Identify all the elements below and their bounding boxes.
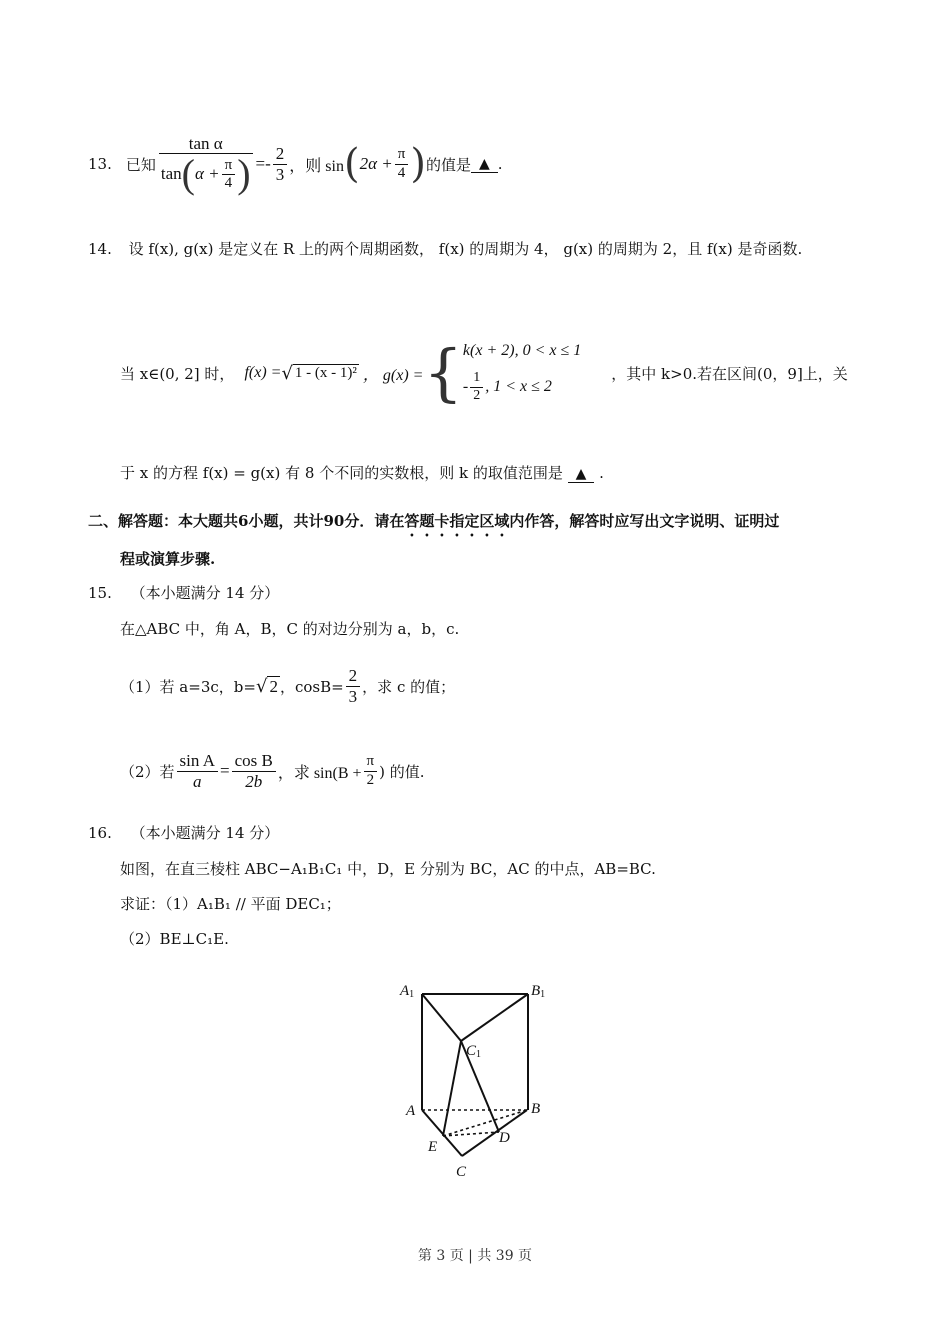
section-heading-text: 二、解答题：本大题共6小题，共计90分．请在 xyxy=(88,512,405,530)
sqrt-sign: √ xyxy=(281,362,293,384)
pi: π xyxy=(222,157,236,175)
fraction-pi-over-4 xyxy=(395,146,409,182)
denominator: 3 xyxy=(275,164,285,184)
equals-minus: =- xyxy=(255,154,271,173)
denominator: 2b xyxy=(245,771,263,791)
numerator: 2 xyxy=(273,144,288,165)
fraction-denominator xyxy=(158,151,254,197)
question-16-part-2 xyxy=(120,928,229,949)
section-2-header xyxy=(88,510,779,540)
case-1: k(x + 2), 0 < x ≤ 1 xyxy=(462,342,582,360)
numerator: cos B xyxy=(232,751,276,772)
answer-blank: ▲ xyxy=(471,156,498,173)
fraction-numerator: tan α xyxy=(159,134,253,155)
part-1-ask: ，求 c 的值； xyxy=(362,677,456,696)
numerator: 1 xyxy=(470,370,483,387)
piecewise-cases xyxy=(463,342,581,403)
question-number: 14. xyxy=(88,240,112,258)
fraction-pi-over-2 xyxy=(364,753,378,789)
case-2 xyxy=(463,370,581,403)
question-text: 已知 xyxy=(125,155,156,174)
two-alpha-plus: 2α + xyxy=(359,154,393,173)
equals: = xyxy=(219,761,230,780)
minus: - xyxy=(462,378,469,395)
cos-b: ，cosB= xyxy=(279,677,344,696)
question-number: 16. xyxy=(88,824,112,842)
question-number: 13. xyxy=(88,155,112,173)
question-15-part-2 xyxy=(120,744,425,798)
fraction-tan-ratio xyxy=(158,134,254,195)
fraction-pi-over-4 xyxy=(222,157,236,193)
question-14-line2 xyxy=(120,330,848,416)
part-2-text: （2）若 xyxy=(120,762,175,781)
label-C1: C1 xyxy=(466,1043,482,1060)
question-15-header xyxy=(88,582,279,603)
condition-suffix: ，其中 k>0.若在区间(0，9]上，关 xyxy=(611,364,848,383)
label-A: A xyxy=(406,1103,416,1119)
question-14-line3 xyxy=(120,462,604,483)
alpha-plus: α + xyxy=(194,164,220,184)
right-paren: ) xyxy=(410,141,426,187)
value-is: 的值是 xyxy=(425,155,471,174)
question-16-header xyxy=(88,822,279,843)
part-1-text: 求证：（1）A₁B₁ // 平面 DEC₁； xyxy=(120,895,341,913)
denominator: 3 xyxy=(348,686,358,706)
part-2-text: （2）BE⊥C₁E. xyxy=(120,930,229,948)
answer-blank: ▲ xyxy=(568,466,595,483)
part-1-text: （1）若 a=3c，b= xyxy=(120,677,256,696)
question-13 xyxy=(88,124,503,204)
emphasized-text: 答题卡指定区域 xyxy=(404,512,510,530)
question-number: 15. xyxy=(88,584,112,602)
then-sin: ，则 sin xyxy=(289,157,344,175)
label-B1: B1 xyxy=(531,983,546,1000)
sqrt-body: 2 xyxy=(269,676,278,696)
numerator: sin A xyxy=(177,751,218,772)
section-heading-text-cont: 内作答，解答时应写出文字说明、证明过 xyxy=(509,512,780,530)
prism-figure xyxy=(380,970,580,1190)
label-B: B xyxy=(531,1101,541,1117)
case-2-condition: , 1 < x ≤ 2 xyxy=(485,378,552,395)
denominator: a xyxy=(193,771,202,791)
numerator: 2 xyxy=(346,666,361,687)
period: . xyxy=(599,464,604,482)
sqrt-body: 1 - (x - 1)² xyxy=(294,365,357,381)
question-text: 在△ABC 中，角 A，B，C 的对边分别为 a，b，c. xyxy=(120,620,460,638)
fraction-2-3 xyxy=(273,144,288,184)
f-definition: f(x) = xyxy=(244,364,282,381)
left-paren: ( xyxy=(181,151,195,197)
pi: π xyxy=(395,146,409,164)
right-paren: ) xyxy=(237,151,251,197)
two: 2 xyxy=(366,771,375,788)
fraction-2-3 xyxy=(346,666,361,706)
sin-expression: ，求 sin(B + xyxy=(277,764,362,782)
question-score: （本小题满分 14 分） xyxy=(130,584,280,602)
label-D: D xyxy=(499,1130,510,1146)
section-heading-text: 程或演算步骤. xyxy=(120,550,216,568)
period: . xyxy=(497,155,503,173)
condition-text: 当 x∈(0, 2] 时， xyxy=(120,364,235,383)
pi: π xyxy=(364,753,378,771)
left-brace: { xyxy=(423,336,463,409)
label-E: E xyxy=(428,1139,438,1155)
question-text: 于 x 的方程 f(x) = g(x) 有 8 个不同的实数根，则 k 的取值范围是 xyxy=(120,464,563,482)
g-definition: ， g(x) = xyxy=(362,366,424,384)
label-C: C xyxy=(456,1164,467,1180)
page-footer xyxy=(0,1245,950,1265)
question-16-stem xyxy=(120,858,656,879)
fraction-cosB-2b xyxy=(232,751,276,791)
question-16-part-1 xyxy=(120,893,341,914)
tan-label: tan xyxy=(160,164,182,184)
fraction-sinA-a xyxy=(177,751,218,791)
question-14-line1 xyxy=(88,238,802,259)
question-text: 如图，在直三棱柱 ABC−A₁B₁C₁ 中，D，E 分别为 BC，AC 的中点，AB=BC. xyxy=(120,860,656,878)
section-2-header-line2 xyxy=(120,548,215,569)
four: 4 xyxy=(224,174,233,191)
part-2-ask: ) 的值. xyxy=(379,762,425,781)
question-15-stem xyxy=(120,618,459,639)
four: 4 xyxy=(397,164,406,181)
page-number: 第 3 页 | 共 39 页 xyxy=(417,1248,533,1264)
label-A1: A1 xyxy=(400,983,415,1000)
question-score: （本小题满分 14 分） xyxy=(130,824,280,842)
denominator: 2 xyxy=(473,387,481,403)
left-paren: ( xyxy=(343,141,360,187)
question-text: 设 f(x), g(x) 是定义在 R 上的两个周期函数， f(x) 的周期为 4， g(x) 的周期为 2，且 f(x) 是奇函数. xyxy=(128,240,803,258)
fraction-1-2 xyxy=(470,370,483,403)
sqrt-sign: √ xyxy=(255,675,268,697)
question-15-part-1 xyxy=(120,660,455,712)
